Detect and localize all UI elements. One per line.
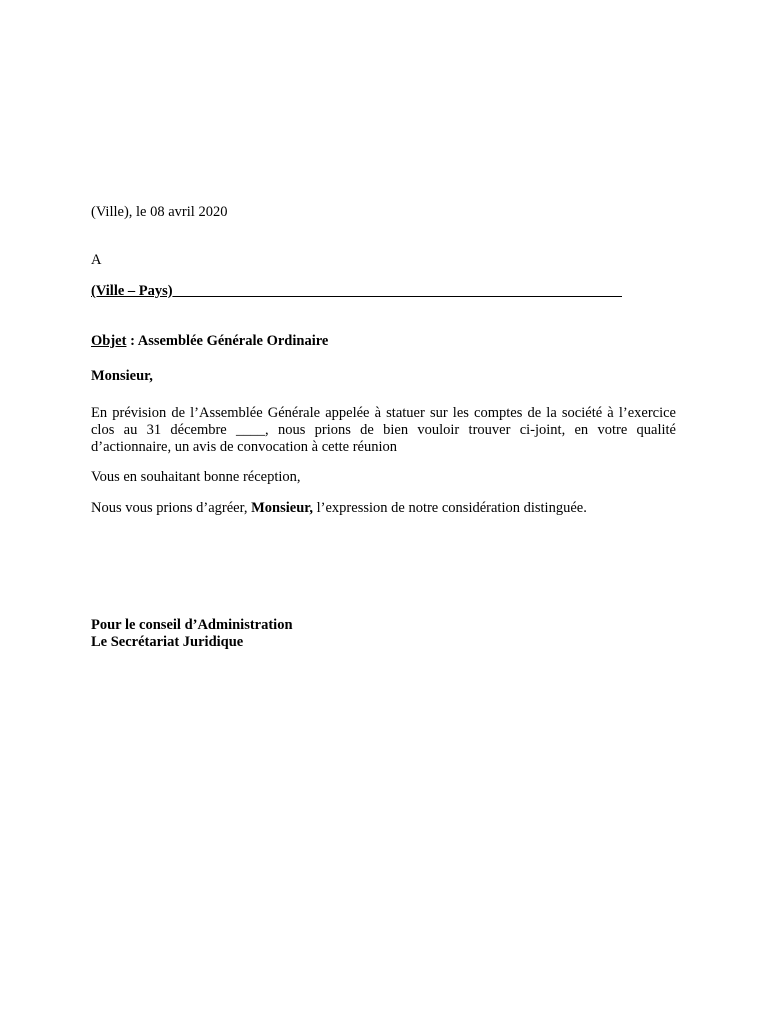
address-fill-rule (173, 295, 622, 297)
subject-label: Objet (91, 333, 127, 349)
closing-wish: Vous en souhaitant bonne réception, (91, 469, 301, 485)
place-date: (Ville), le 08 avril 2020 (91, 204, 228, 220)
closing-formula-start: Nous vous prions d’agréer, (91, 500, 252, 516)
salutation: Monsieur, (91, 368, 153, 384)
body-paragraph: En prévision de l’Assemblée Générale appelée à statuer sur les comptes de la société à l’exercice clos au 31 décembre ____, nous prions de bien vouloir trouver ci-joint, en votre qualité d’actionnaire, un avis de convocation à cette réunion (91, 405, 676, 455)
recipient-prefix: A (91, 252, 102, 268)
recipient-address-line (91, 283, 622, 300)
signature-line-2: Le Secrétariat Juridique (91, 634, 244, 650)
letter-page (91, 0, 676, 1024)
subject-separator: : (126, 333, 138, 349)
closing-formula-end: l’expression de notre considération distinguée. (313, 500, 587, 516)
subject-line (91, 333, 328, 350)
subject-text: Assemblée Générale Ordinaire (137, 333, 329, 349)
signature-line-1: Pour le conseil d’Administration (91, 617, 293, 633)
closing-formula (91, 500, 587, 517)
closing-formula-bold: Monsieur, (251, 500, 314, 516)
recipient-address: (Ville – Pays) (91, 283, 173, 299)
